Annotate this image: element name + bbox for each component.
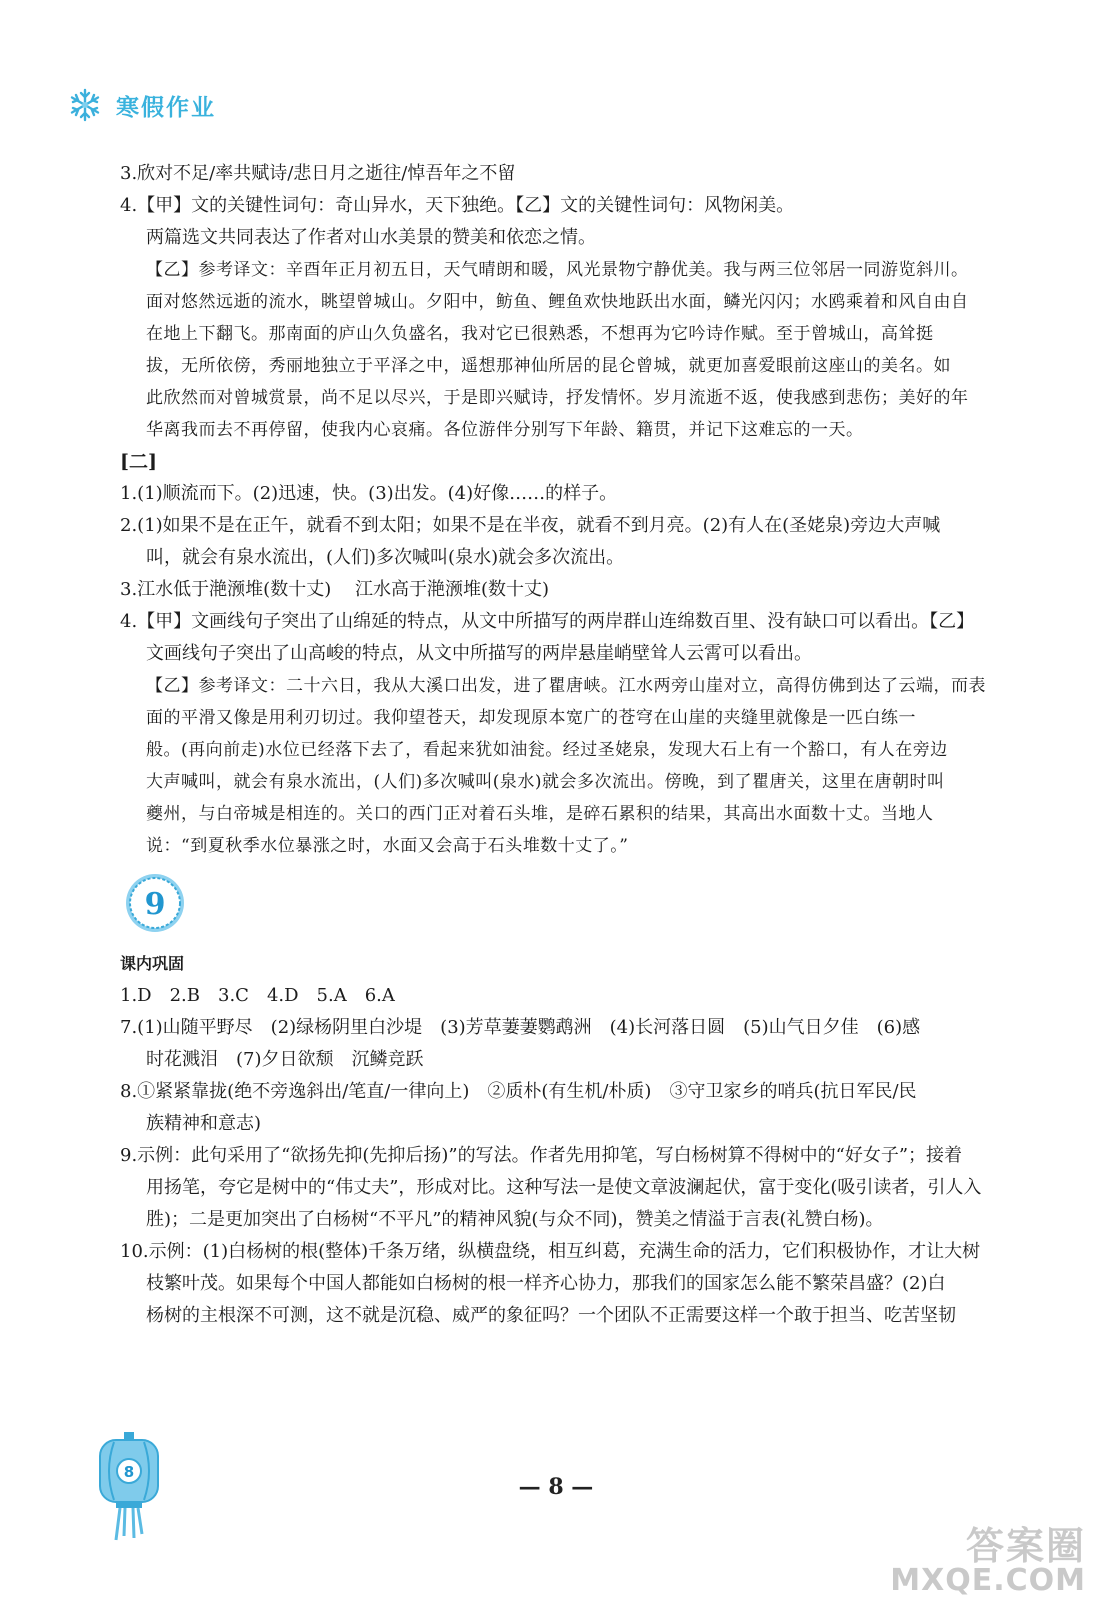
answer-line: 拔，无所依傍，秀丽地独立于平泽之中，遥想那神仙所居的昆仑曾城，就更加喜爱眼前这座山的美名。如 bbox=[146, 356, 951, 376]
answer-content bbox=[120, 158, 988, 1332]
page-header bbox=[68, 88, 216, 122]
answer-line: 说：“到夏秋季水位暴涨之时，水面又会高于石头堆数十丈了。” bbox=[146, 836, 629, 856]
answer-line: 3.欣对不足/率共赋诗/悲日月之逝往/悼吾年之不留 bbox=[120, 163, 516, 184]
answer-line: 3.江水低于滟滪堆(数十丈) 江水高于滟滪堆(数十丈) bbox=[120, 579, 549, 600]
answer-line: 枝繁叶茂。如果每个中国人都能如白杨树的根一样齐心协力，那我们的国家怎么能不繁荣昌盛？(2)白 bbox=[146, 1273, 946, 1294]
answer-line: 7.(1)山随平野尽 (2)绿杨阴里白沙堤 (3)芳草萋萋鹦鹉洲 (4)长河落日圆 (5)山气日夕佳 (6)感 bbox=[120, 1017, 921, 1038]
answer-line: 用扬笔，夸它是树中的“伟丈夫”，形成对比。这种写法一是使文章波澜起伏，富于变化(吸引读者，引人入 bbox=[146, 1177, 982, 1198]
answer-line: 【乙】参考译文：辛酉年正月初五日，天气晴朗和暖，风光景物宁静优美。我与两三位邻居一同游览斜川。 bbox=[146, 260, 969, 280]
answer-line: 面对悠然远逝的流水，眺望曾城山。夕阳中，鲂鱼、鲤鱼欢快地跃出水面，鳞光闪闪；水鸥乘着和风自由自 bbox=[146, 292, 969, 312]
section-badge-row bbox=[120, 862, 988, 948]
answer-block-8 bbox=[120, 158, 988, 862]
answer-line: 族精神和意志) bbox=[146, 1113, 262, 1134]
answer-line: 【乙】参考译文：二十六日，我从大溪口出发，进了瞿唐峡。江水两旁山崖对立，高得仿佛到达了云端，而表 bbox=[146, 676, 986, 696]
watermark bbox=[890, 1526, 1086, 1596]
answer-line: 1.D 2.B 3.C 4.D 5.A 6.A bbox=[120, 985, 395, 1006]
section-marker: [二] bbox=[120, 451, 157, 473]
page-number: — 8 — bbox=[518, 1474, 594, 1500]
section-number-badge bbox=[124, 872, 186, 934]
answer-line: 1.(1)顺流而下。(2)迅速，快。(3)出发。(4)好像……的样子。 bbox=[120, 483, 618, 504]
answer-line: 叫，就会有泉水流出，(人们)多次喊叫(泉水)就会多次流出。 bbox=[146, 547, 625, 568]
answer-line: 此欣然而对曾城赏景，尚不足以尽兴，于是即兴赋诗，抒发情怀。岁月流逝不返，使我感到悲伤；美好的年 bbox=[146, 388, 969, 408]
answer-line: 2.(1)如果不是在正午，就看不到太阳；如果不是在半夜，就看不到月亮。(2)有人在(圣姥泉)旁边大声喊 bbox=[120, 515, 941, 536]
section-subheading: 课内巩固 bbox=[120, 954, 185, 973]
answer-line: 夔州，与白帝城是相连的。关口的西门正对着石头堆，是碎石累积的结果，其高出水面数十丈。当地人 bbox=[146, 804, 934, 824]
answer-line: 时花溅泪 (7)夕日欲颓 沉鳞竞跃 bbox=[146, 1049, 424, 1070]
answer-line: 9.示例：此句采用了“欲扬先抑(先抑后扬)”的写法。作者先用抑笔，写白杨树算不得树中的“好女子”；接着 bbox=[120, 1145, 963, 1166]
answer-line: 大声喊叫，就会有泉水流出，(人们)多次喊叫(泉水)就会多次流出。傍晚，到了瞿唐关，这里在唐朝时叫 bbox=[146, 772, 945, 792]
answer-line: 面的平滑又像是用利刃切过。我仰望苍天，却发现原本宽广的苍穹在山崖的夹缝里就像是一匹白练一 bbox=[146, 708, 916, 728]
answer-line: 在地上下翻飞。那南面的庐山久负盛名，我对它已很熟悉，不想再为它吟诗作赋。至于曾城山，高耸挺 bbox=[146, 324, 934, 344]
answer-block-9 bbox=[120, 948, 988, 1332]
answer-line: 文画线句子突出了山高峻的特点，从文中所描写的两岸悬崖峭壁耸人云霄可以看出。 bbox=[146, 643, 812, 664]
answer-line: 8.①紧紧靠拢(绝不旁逸斜出/笔直/一律向上) ②质朴(有生机/朴质) ③守卫家乡的哨兵(抗日军民/民 bbox=[120, 1081, 917, 1102]
page-title: 寒假作业 bbox=[116, 94, 216, 121]
answer-line: 胜)；二是更加突出了白杨树“不平凡”的精神风貌(与众不同)，赞美之情溢于言表(礼赞白杨)。 bbox=[146, 1209, 884, 1230]
answer-line: 杨树的主根深不可测，这不就是沉稳、威严的象征吗？一个团队不正需要这样一个敢于担当、吃苦坚韧 bbox=[146, 1305, 956, 1326]
answer-line: 华离我而去不再停留，使我内心哀痛。各位游伴分别写下年龄、籍贯，并记下这难忘的一天。 bbox=[146, 420, 864, 440]
watermark-url: MXQE.COM bbox=[890, 1563, 1086, 1598]
lantern-label: 8 bbox=[123, 1463, 135, 1481]
answer-line: 般。(再向前走)水位已经落下去了，看起来犹如油瓮。经过圣姥泉，发现大石上有一个豁口，有人在旁边 bbox=[146, 740, 948, 760]
watermark-top: 答案圈 bbox=[965, 1524, 1086, 1568]
section-number: 9 bbox=[144, 887, 166, 922]
answer-line: 4.【甲】文画线句子突出了山绵延的特点，从文中所描写的两岸群山连绵数百里、没有缺口可以看出。【乙】 bbox=[120, 611, 975, 632]
answer-line: 4.【甲】文的关键性词句：奇山异水，天下独绝。【乙】文的关键性词句：风物闲美。 bbox=[120, 195, 795, 216]
answer-line: 两篇选文共同表达了作者对山水美景的赞美和依恋之情。 bbox=[146, 227, 596, 248]
answer-line: 10.示例：(1)白杨树的根(整体)千条万绪，纵横盘绕，相互纠葛，充满生命的活力，它们积极协作，才让大树 bbox=[120, 1241, 981, 1262]
snowflake-icon bbox=[68, 88, 102, 122]
